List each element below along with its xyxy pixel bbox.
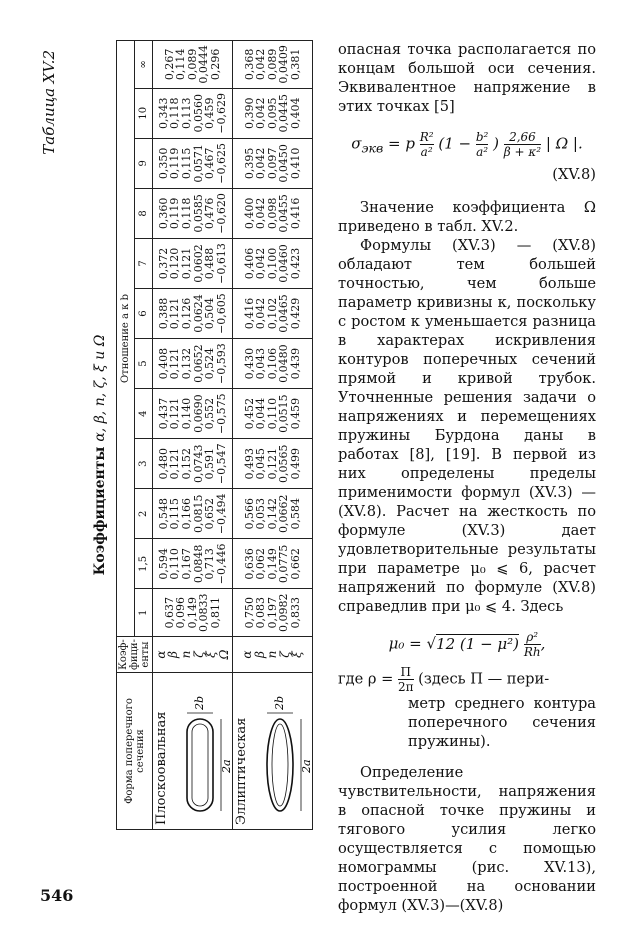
table-caption <box>92 40 108 870</box>
cell-ell-1 <box>233 589 313 637</box>
paragraph-3: Формулы (XV.3) — (XV.8) обладают тем большей точностью, чем больше параметр кривизны κ, поскольку с ростом κ уменьшается разница в характерах искривления контуров поперечных сечений прямой и кривой трубок. Уточненные решения задачи о напряжениях и перемещениях пружины Бурдона даны в работах [8], [19]. В первой из них определены пределы применимости формул (XV.3) — (XV.8). Расчет на жесткость по формуле (XV.3) дает удовлетворительные результаты при параметре μ₀ ⩽ 6, расчет напряжений по формуле (XV.8) справедлив при μ₀ ⩽ 4. Здесь <box>338 237 596 615</box>
table-label: Таблица XV.2 <box>40 50 58 155</box>
f1-lhs: σ <box>351 134 362 153</box>
where-continuation: метр среднего контура поперечного сечения пружины). <box>408 695 596 750</box>
cell-ell-infinity <box>233 41 313 89</box>
ratio-7: 7 <box>135 238 153 288</box>
section-flat-oval <box>153 673 233 830</box>
rotated-table-content <box>40 40 330 870</box>
page-number: 546 <box>40 886 74 905</box>
f1-frac2 <box>476 130 489 159</box>
ratio-8: 8 <box>135 188 153 238</box>
ratio-9: 9 <box>135 138 153 188</box>
where-frac <box>398 665 414 694</box>
ratio-10: 10 <box>135 88 153 138</box>
f2-frac <box>524 630 541 659</box>
elliptic-section-figure <box>253 695 311 825</box>
f2-tail: , <box>540 634 546 653</box>
where-post: (здесь П — пери- <box>418 670 550 688</box>
cell-values: 0,452 0,044 0,110 0,0515 0,459 <box>242 394 302 433</box>
ratio-5: 5 <box>135 339 153 389</box>
cell-values: 0,395 0,042 0,097 0,0450 0,410 <box>242 144 302 183</box>
cell-ell-7 <box>233 238 313 288</box>
cell-values: 0,408 0,121 0,132 0,0652 0,524 −0,593 <box>156 343 228 384</box>
cell-ell-5 <box>233 339 313 389</box>
cell-values: 0,566 0,053 0,142 0,0662 0,584 <box>242 494 302 534</box>
cell-values: 0,636 0,062 0,149 0,0775 0,662 <box>242 544 302 584</box>
cell-flat-10 <box>153 88 233 138</box>
ratio-6: 6 <box>135 289 153 339</box>
cell-flat-1-5 <box>153 539 233 589</box>
header-coef: Коэф-фици-енты <box>117 637 153 673</box>
cell-ell-3 <box>233 439 313 489</box>
cell-values: 0,416 0,042 0,102 0,0465 0,429 <box>242 294 302 333</box>
cell-ell-2 <box>233 489 313 539</box>
cell-flat-3 <box>153 439 233 489</box>
ratio-infinity: ∞ <box>135 41 153 89</box>
cell-ell-1-5 <box>233 539 313 589</box>
symbols-text: α β n ζ ξ <box>240 650 305 659</box>
cell-flat-4 <box>153 389 233 439</box>
cell-values: 0,406 0,042 0,100 0,0460 0,423 <box>242 244 302 283</box>
paragraph-2: Значение коэффициента Ω приведено в табл. XV.2. <box>338 199 596 235</box>
cell-flat-infinity <box>153 41 233 89</box>
cell-flat-6 <box>153 289 233 339</box>
f1-frac1-num: R² <box>419 130 434 144</box>
cell-values: 0,350 0,119 0,115 0,0571 0,467 −0,625 <box>156 143 228 184</box>
f2-frac-num: ρ² <box>526 630 539 644</box>
cell-values: 0,372 0,120 0,121 0,0602 0,488 −0,613 <box>156 243 228 284</box>
f2-frac-den: Rh <box>523 645 541 659</box>
cell-values: 0,548 0,115 0,166 0,0815 0,652 −0,494 <box>156 493 228 535</box>
main-text-column <box>338 40 596 915</box>
cell-values: 0,493 0,045 0,121 0,0565 0,499 <box>242 444 302 483</box>
where-pre: где ρ = <box>338 670 398 688</box>
cell-values: 0,594 0,110 0,167 0,0848 0,713 −0,446 <box>156 543 228 585</box>
symbols-elliptic <box>233 637 313 673</box>
cell-flat-9 <box>153 138 233 188</box>
f1-paren-close: ) <box>493 134 504 153</box>
where-frac-den: 2π <box>398 680 414 694</box>
table-caption-text: Коэффициенты <box>92 446 108 576</box>
table-row <box>233 41 313 830</box>
dim-a-label: 2a <box>220 759 233 773</box>
f1-frac3-num: 2,66 <box>509 130 536 144</box>
f1-frac2-den: a² <box>476 145 489 159</box>
f1-frac1 <box>420 130 434 159</box>
f1-frac1-den: a² <box>420 145 433 159</box>
ratio-2: 2 <box>135 489 153 539</box>
cell-values: 0,388 0,121 0,126 0,0624 0,504 −0,605 <box>156 293 228 334</box>
cell-flat-7 <box>153 238 233 288</box>
where-line <box>338 665 596 694</box>
cell-flat-2 <box>153 489 233 539</box>
f1-sub: экв <box>361 140 384 156</box>
cell-values: 0,368 0,042 0,089 0,0409 0,381 <box>242 45 302 84</box>
paragraph-1: опасная точка располагается по концам большой оси сечения. Эквивалентное напряжение в этих точках [5] <box>338 41 596 115</box>
f1-frac3 <box>504 130 541 159</box>
ratio-1-5: 1,5 <box>135 539 153 589</box>
f1-frac2-num: b² <box>475 130 489 144</box>
ratio-3: 3 <box>135 439 153 489</box>
cell-flat-8 <box>153 188 233 238</box>
formula-mu0 <box>338 630 596 659</box>
cell-values: 0,437 0,121 0,140 0,0690 0,552 −0,575 <box>156 393 228 435</box>
cell-ell-4 <box>233 389 313 439</box>
section-elliptic <box>233 673 313 830</box>
equation-number-xv8: (XV.8) <box>552 166 596 183</box>
flat-oval-section-figure <box>173 695 231 825</box>
cell-values: 0,430 0,043 0,106 0,0480 0,439 <box>242 344 302 383</box>
header-ratio: Отношение a к b <box>117 41 135 637</box>
cell-values: 0,637 0,096 0,149 0,0833 0,811 <box>162 593 222 632</box>
symbols-text: α β n ζ ξ Ω <box>153 649 231 660</box>
cell-values: 0,750 0,083 0,197 0,0982 0,833 <box>242 593 302 632</box>
cell-values: 0,400 0,042 0,098 0,0455 0,416 <box>242 194 302 233</box>
ratio-1: 1 <box>135 589 153 637</box>
dim-b-label: 2b <box>193 695 206 710</box>
f1-frac3-den: β + κ² <box>503 145 542 159</box>
dim-b-label: 2b <box>273 695 286 710</box>
cell-ell-8 <box>233 188 313 238</box>
f2-lhs: μ₀ = √ <box>388 634 437 653</box>
cell-values: 0,343 0,118 0,113 0,0560 0,459 −0,629 <box>156 92 228 134</box>
ratio-4: 4 <box>135 389 153 439</box>
where-frac-num: П <box>400 665 411 679</box>
cell-ell-6 <box>233 289 313 339</box>
section-name: Плоскоовальная <box>154 711 169 825</box>
cell-values: 0,390 0,042 0,095 0,0445 0,404 <box>242 94 302 133</box>
cell-flat-5 <box>153 339 233 389</box>
table-row <box>153 41 233 830</box>
cell-values: 0,360 0,119 0,118 0,0585 0,476 −0,620 <box>156 193 228 234</box>
cell-ell-9 <box>233 138 313 188</box>
coefficients-table <box>116 40 313 830</box>
section-name: Эллиптическая <box>234 717 249 825</box>
cell-flat-1 <box>153 589 233 637</box>
f2-root: 12 (1 − μ²) <box>436 634 520 653</box>
cell-values: 0,480 0,121 0,152 0,0743 0,591 −0,547 <box>156 443 228 485</box>
table-caption-vars: α, β, n, ζ, ξ и Ω <box>92 334 108 442</box>
formula-xv8 <box>338 130 596 159</box>
header-form: Форма поперечного сечения <box>117 673 153 830</box>
cell-values: 0,267 0,114 0,089 0,0444 0,296 <box>162 45 222 84</box>
f1-tail: | Ω |. <box>545 134 583 153</box>
rotated-table-area <box>40 40 330 870</box>
symbols-flat-oval <box>153 637 233 673</box>
dim-a-label: 2a <box>300 759 313 773</box>
f1-mid: = p <box>383 134 420 153</box>
cell-ell-10 <box>233 88 313 138</box>
paragraph-4: Определение чувствительности, напряжения в опасной точке пружины и тягового усилия легко осуществляется с помощью номограммы (рис. XV.13), построенной на основании формул (XV.3)—(XV.8) <box>338 764 596 914</box>
f1-paren: (1 − <box>438 134 476 153</box>
